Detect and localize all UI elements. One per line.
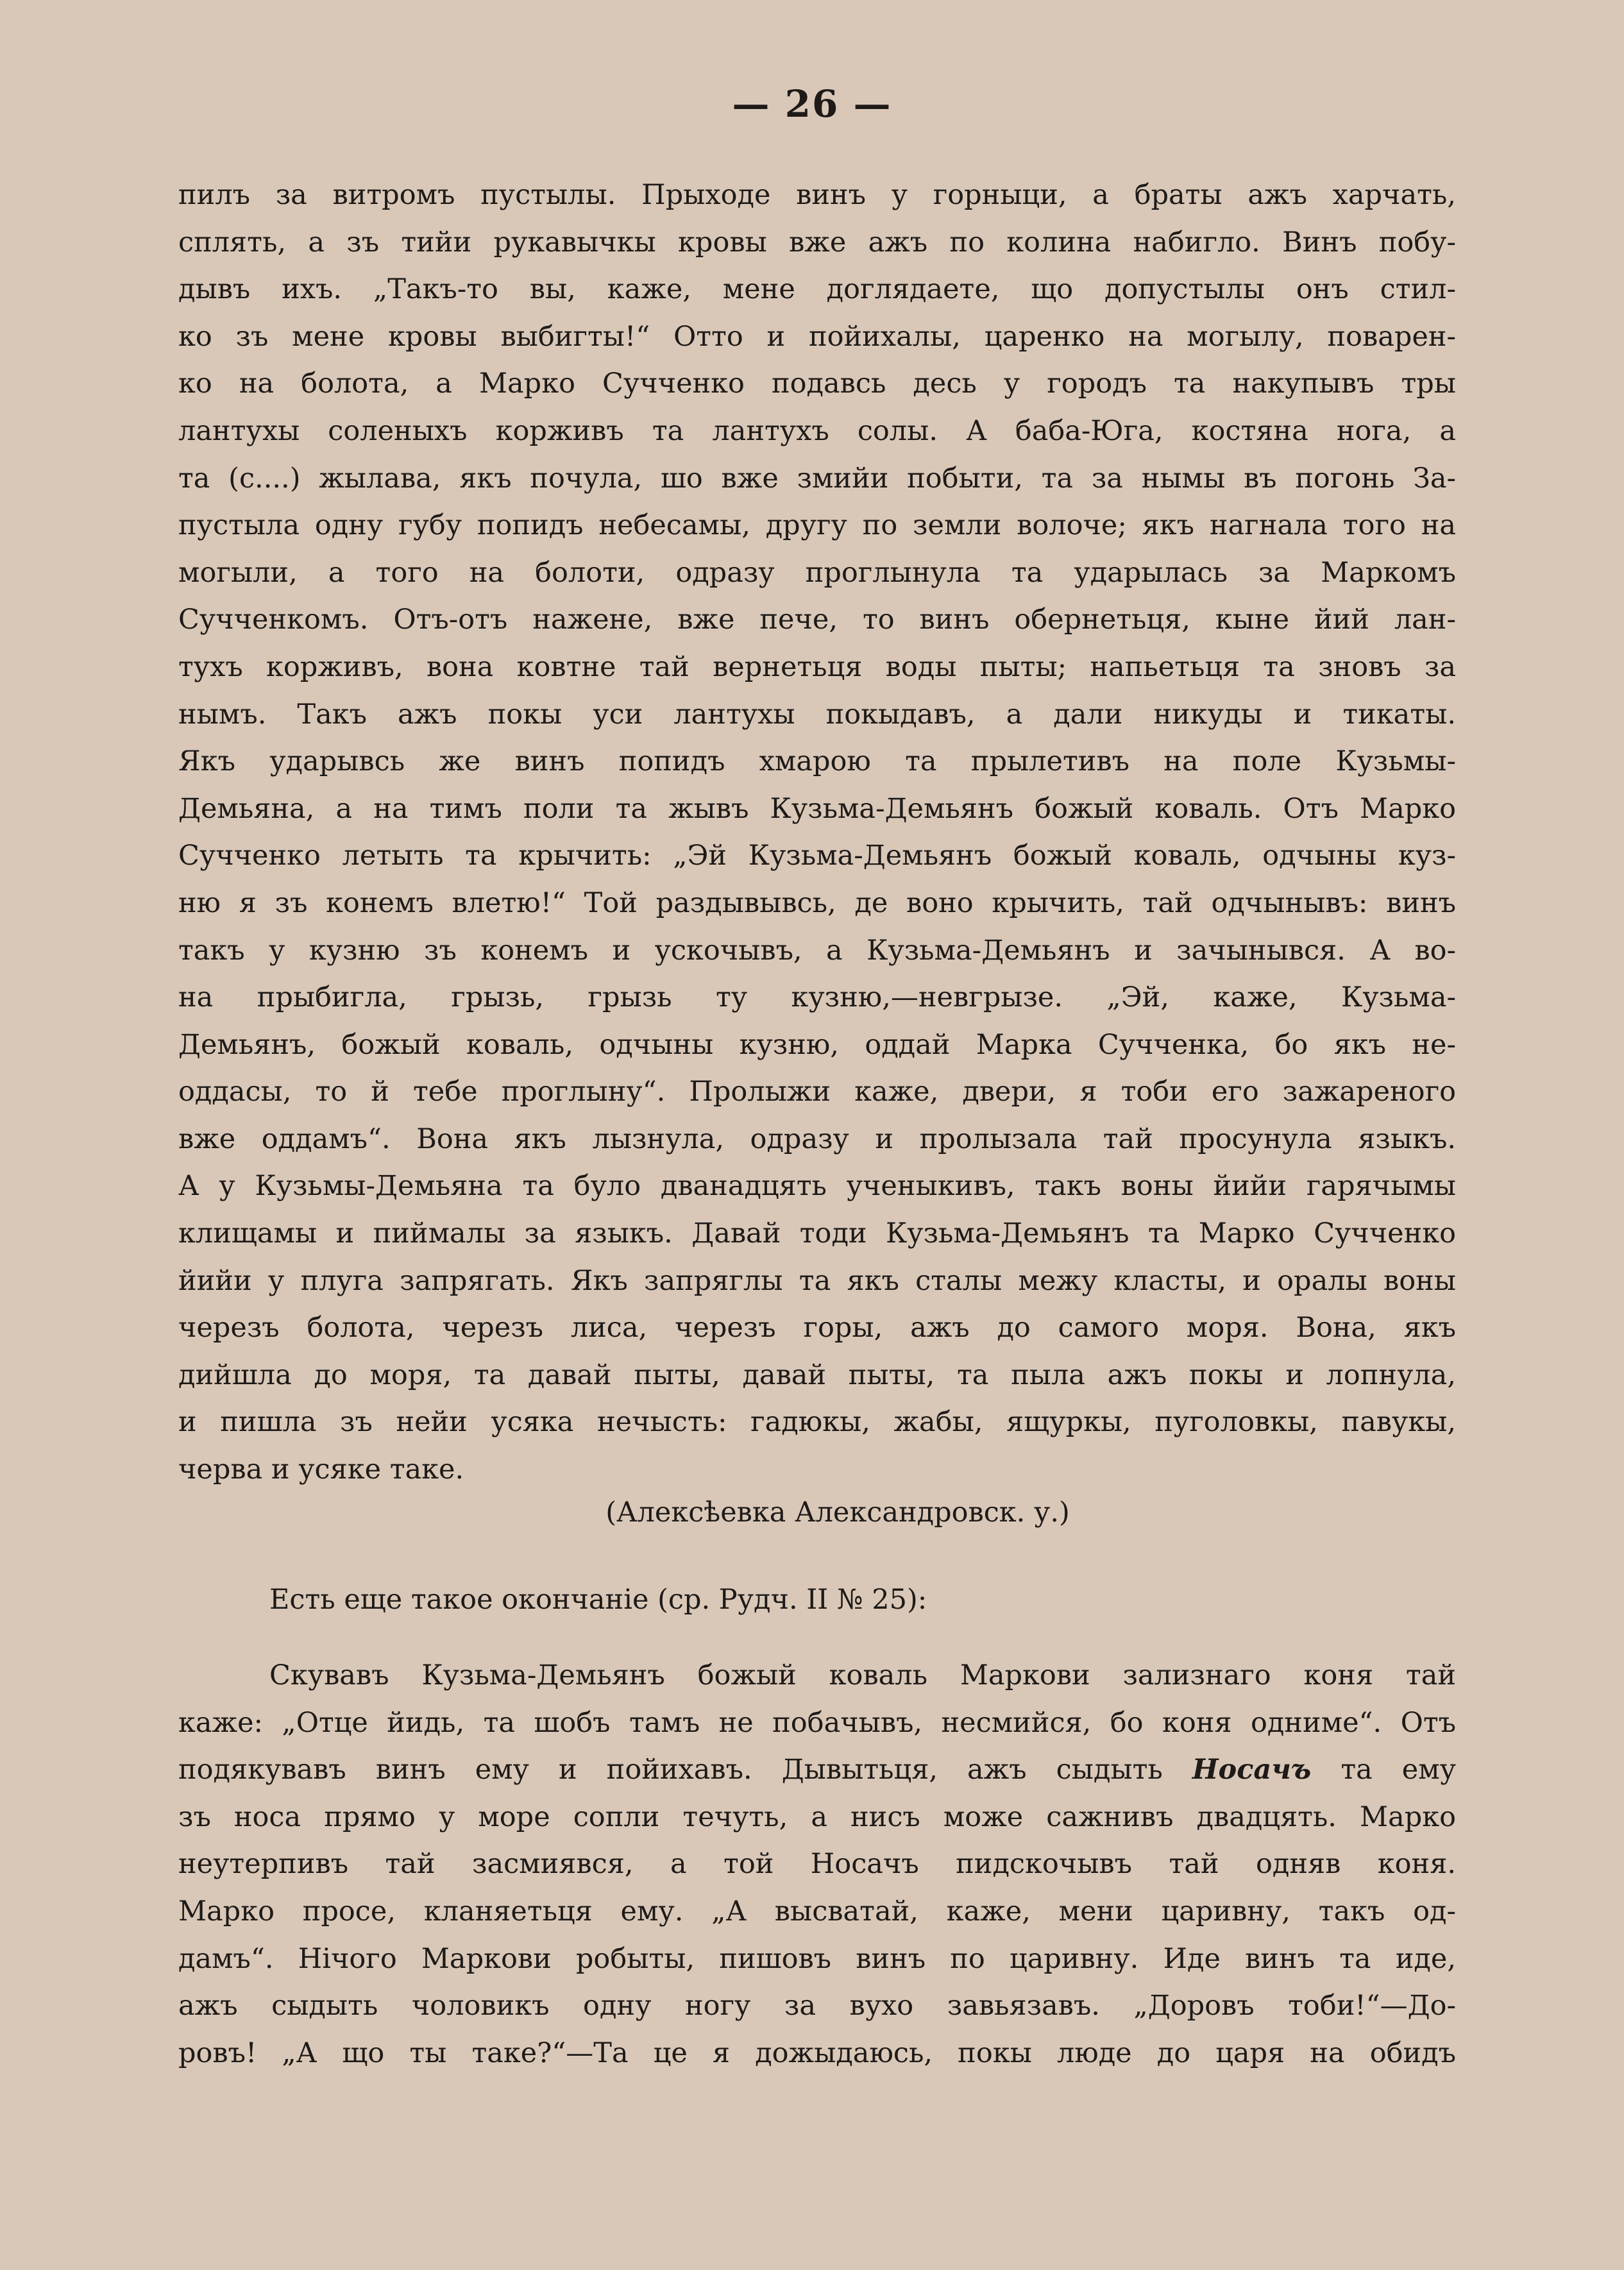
text-line: черезъ болота, черезъ лиса, черезъ горы, ажъ до самого моря. Вона, якъ [178,1312,1456,1344]
text-line: ко зъ мене кровы выбигты!“ Отто и пойихалы, царенко на могылу, поварен- [178,320,1456,353]
text-line: ню я зъ конемъ влетю!“ Той раздывывсь, де воно крычить, тай одчынывъ: винъ [178,886,1456,919]
text-line: оддасы, то й тебе проглыну“. Пролыжи каже, двери, я тоби его зажареного [178,1076,1456,1108]
text-line: пустыла одну губу попидъ небесамы, другу по земли волоче; якъ нагнала того на [178,509,1456,542]
text-line: ровъ! „А що ты таке?“—Та це я дожыдаюсь, покы люде до царя на обидъ [178,2037,1456,2069]
text-line: зъ носа прямо у море сопли течуть, а нисъ може сажнивъ двадцять. Марко [178,1800,1456,1833]
text-line: на прыбигла, грызь, грызь ту кузню,—невгрызе. „Эй, каже, Кузьма- [178,981,1456,1014]
emphasized-word: Носачъ [1192,1754,1312,1786]
text-line: та (с....) жылава, якъ почула, шо вже змийи побыти, та за нымы въ погонь За- [178,462,1456,495]
text-line: дывъ ихъ. „Такъ-то вы, каже, мене доглядаете, що допустылы онъ стил- [178,273,1456,306]
text-line: нымъ. Такъ ажъ покы уси лантухы покыдавъ, а дали никуды и тикаты. [178,698,1456,731]
text-line: Демьяна, а на тимъ поли та жывъ Кузьма-Демьянъ божый коваль. Отъ Марко [178,792,1456,825]
text-line: пилъ за витромъ пустылы. Прыходе винъ у горныци, а браты ажъ харчать, [178,179,1456,211]
text-line: Сучченкомъ. Отъ-отъ нажене, вже пече, то винъ обернетьця, кыне йий лан- [178,604,1456,636]
text-line: тухъ корживъ, вона ковтне тай вернетьця воды пыты; напьетьця та зновъ за [178,650,1456,683]
text-line: лантухы соленыхъ корживъ та лантухъ солы. А баба-Юга, костяна нога, а [178,414,1456,447]
text-line-with-emphasis [178,1747,1456,1794]
page-number: — 26 — [732,82,892,126]
text-segment: та ему [1341,1754,1456,1786]
text-line: неутерпивъ тай засмиявся, а той Носачъ пидскочывъ тай одняв коня. [178,1848,1456,1881]
text-segment: подякувавъ винъ ему и пойихавъ. Дывытьця, ажъ сыдыть [178,1754,1163,1786]
text-line: каже: „Отце йидь, та шобъ тамъ не побачывъ, несмийся, бо коня одниме“. Отъ [178,1706,1456,1739]
text-line: А у Кузьмы-Демьяна та було дванадцять ученыкивъ, такъ воны йийи гарячымы [178,1170,1456,1203]
text-line: и пишла зъ нейи усяка нечысть: гадюкы, жабы, ящуркы, пуголовкы, павукы, [178,1406,1456,1439]
variant-note: Есть еще такое окончаніе (ср. Рудч. II № 25): [269,1584,927,1616]
text-line: Сучченко летыть та крычить: „Эй Кузьма-Демьянъ божый коваль, одчыны куз- [178,840,1456,872]
text-line: сплять, а зъ тийи рукавычкы кровы вже ажъ по колина набигло. Винъ побу- [178,226,1456,258]
text-line: могыли, а того на болоти, одразу проглынула та ударылась за Маркомъ [178,556,1456,589]
text-line: черва и усяке таке. [178,1453,464,1486]
text-line: ажъ сыдыть чоловикъ одну ногу за вухо завьязавъ. „Доровъ тоби!“—До- [178,1990,1456,2022]
text-line: Скувавъ Кузьма-Демьянъ божый коваль Маркови зализнаго коня тай [269,1659,1456,1691]
text-line: Якъ ударывсь же винъ попидъ хмарою та прылетивъ на поле Кузьмы- [178,745,1456,778]
source-attribution: (Алексѣевка Александровск. у.) [605,1496,1070,1529]
text-line: Демьянъ, божый коваль, одчыны кузню, оддай Марка Сучченка, бо якъ не- [178,1028,1456,1061]
text-line: такъ у кузню зъ конемъ и ускочывъ, а Кузьма-Демьянъ и зачынывся. А во- [178,934,1456,967]
text-line: дийшла до моря, та давай пыты, давай пыты, та пыла ажъ покы и лопнула, [178,1359,1456,1391]
text-line: Марко просе, кланяетьця ему. „А высватай, каже, мени царивну, такъ од- [178,1895,1456,1927]
text-line: дамъ“. Нічого Маркови робыты, пишовъ винъ по царивну. Иде винъ та иде, [178,1942,1456,1975]
main-paragraph [178,172,1456,1494]
text-line: клищамы и пиймалы за языкъ. Давай тоди Кузьма-Демьянъ та Марко Сучченко [178,1217,1456,1250]
text-line: ко на болота, а Марко Сучченко подавсь десь у городъ та накупывъ тры [178,368,1456,400]
text-line: вже оддамъ“. Вона якъ лызнула, одразу и пролызала тай просунула языкъ. [178,1122,1456,1155]
text-line: йийи у плуга запрягать. Якъ запряглы та якъ сталы межу класты, и оралы воны [178,1264,1456,1297]
variant-paragraph [178,1652,1456,2077]
